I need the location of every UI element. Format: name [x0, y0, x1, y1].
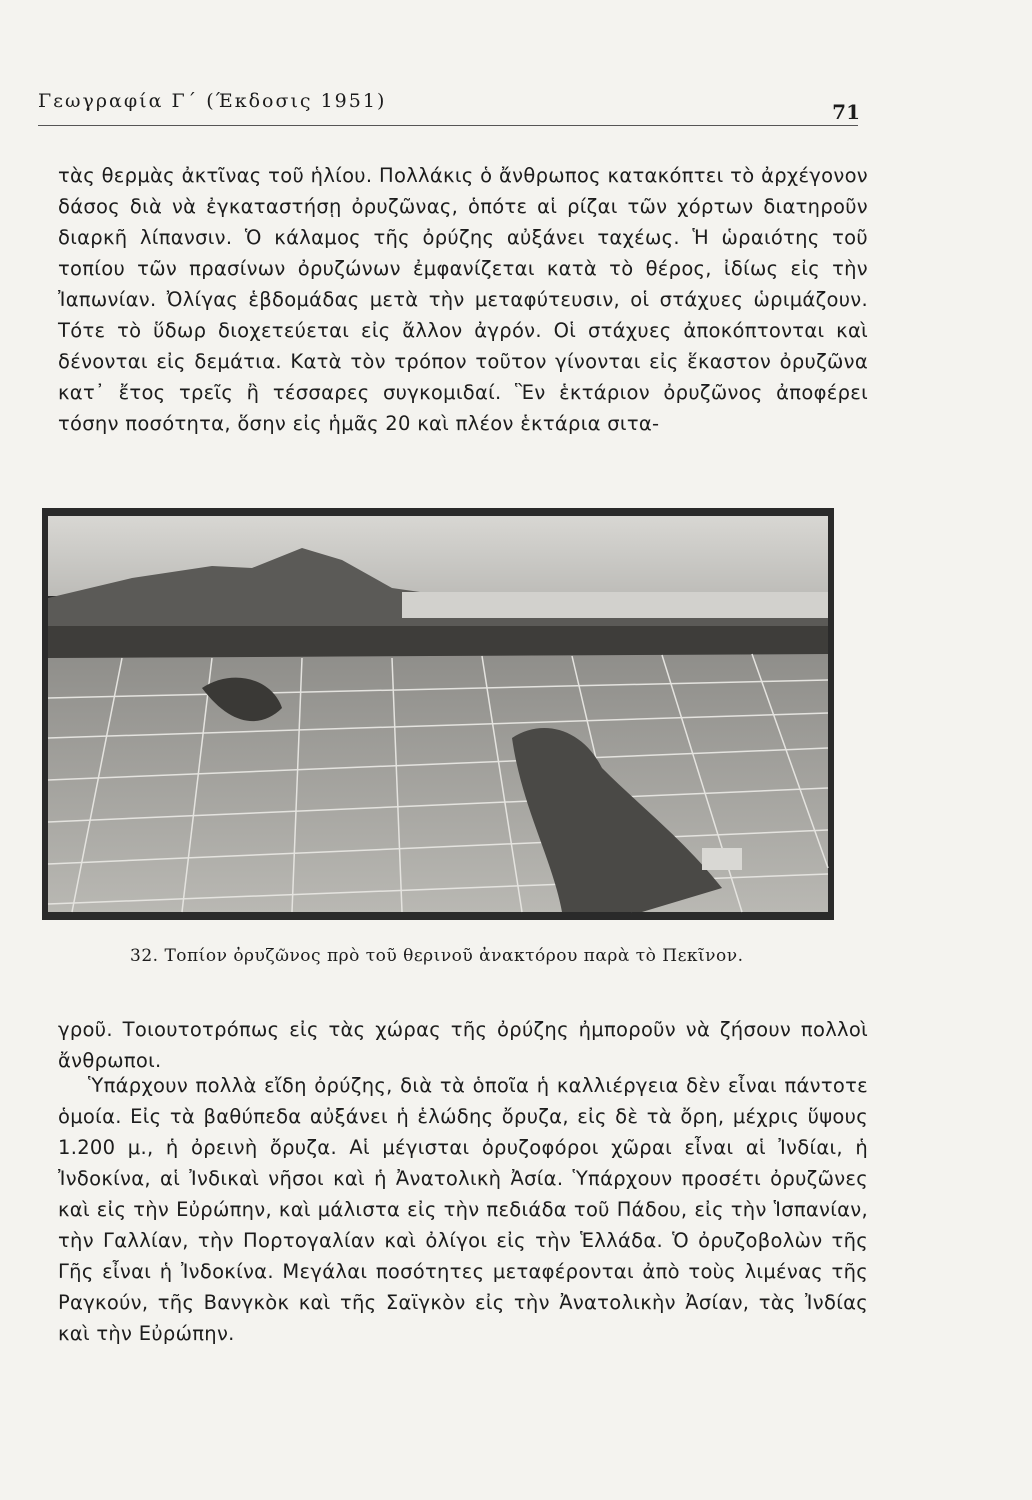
figure-caption: 32. Τοπίον ὀρυζῶνος πρὸ τοῦ θερινοῦ ἀνακτόρου παρὰ τὸ Πεκῖνον.	[130, 946, 744, 966]
paragraph-2: γροῦ. Τοιουτοτρόπως εἰς τὰς χώρας τῆς ὀρύζης ἠμποροῦν νὰ ζήσουν πολλοὶ ἄνθρωποι.	[58, 1018, 868, 1072]
paddy-fields	[48, 654, 828, 912]
lake	[402, 592, 828, 618]
rice-field-photo	[42, 508, 834, 920]
paragraph-3: Ὑπάρχουν πολλὰ εἴδη ὀρύζης, διὰ τὰ ὁποῖα ἡ καλλιέργεια δὲν εἶναι πάντοτε ὁμοία. Εἰς τὰ βαθύπεδα αὐξάνει ἡ ἑλώδης ὄρυζα, εἰς δὲ τὰ ὄρη, μέχρις ὕψους 1.200 μ., ἡ ὀρεινὴ ὄρυζα. Αἱ μέγισται ὀρυζοφόροι χῶραι εἶναι αἱ Ἰνδίαι, ἡ Ἰνδοκίνα, αἱ Ἰνδικαὶ νῆσοι καὶ ἡ Ἀνατολικὴ Ἀσία. Ὑπάρχουν προσέτι ὀρυζῶνες καὶ εἰς τὴν Εὐρώπην, καὶ μάλιστα εἰς τὴν πεδιάδα τοῦ Πάδου, εἰς τὴν Ἱσπανίαν, τὴν Γαλλίαν, τὴν Πορτογαλίαν καὶ ὀλίγοι εἰς τὴν Ἑλλάδα. Ὁ ὀρυζοβολὼν τῆς Γῆς εἶναι ἡ Ἰνδοκίνα. Μεγάλαι ποσότητες μεταφέρονται ἀπὸ τοὺς λιμένας τῆς Ραγκούν, τῆς Βανγκὸκ καὶ τῆς Σαϊγκὸν εἰς τὴν Ἀνατολικὴν Ἀσίαν, τὰς Ἰνδίας καὶ τὴν Εὐρώπην.	[58, 1074, 868, 1345]
running-header: Γεωγραφία Γ΄ (Έκδοσις 1951)	[38, 90, 387, 112]
header-rule	[38, 125, 858, 126]
pavilion	[702, 848, 742, 870]
page-number: 71	[832, 100, 860, 124]
paragraph-1: τὰς θερμὰς ἀκτῖνας τοῦ ἡλίου. Πολλάκις ὁ ἄνθρωπος κατακόπτει τὸ ἀρχέγονον δάσος διὰ νὰ ἐγκαταστήσῃ ὀρυζῶνας, ὁπότε αἱ ρίζαι τῶν χόρτων διατηροῦν διαρκῆ λίπανσιν. Ὁ κάλαμος τῆς ὀρύζης αὐξάνει ταχέως. Ἡ ὡραιότης τοῦ τοπίου τῶν πρασίνων ὀρυζώνων ἐμφανίζεται κατὰ τὸ θέρος, ἰδίως εἰς τὴν Ἰαπωνίαν. Ὀλίγας ἑβδομάδας μετὰ τὴν μεταφύτευσιν, οἱ στάχυες ὡριμάζουν. Τότε τὸ ὕδωρ διοχετεύεται εἰς ἄλλον ἀγρόν. Οἱ στάχυες ἀποκόπτονται καὶ δένονται εἰς δεμάτια. Κατὰ τὸν τρόπον τοῦτον γίνονται εἰς ἕκαστον ὀρυζῶνα κατ᾽ ἔτος τρεῖς ἢ τέσσαρες συγκομιδαί. Ἓν ἑκτάριον ὀρυζῶνος ἀποφέρει τόσην ποσότητα, ὅσην εἰς ἡμᾶς 20 καὶ πλέον ἑκτάρια σιτα-	[58, 164, 868, 435]
tree-line	[48, 626, 828, 658]
